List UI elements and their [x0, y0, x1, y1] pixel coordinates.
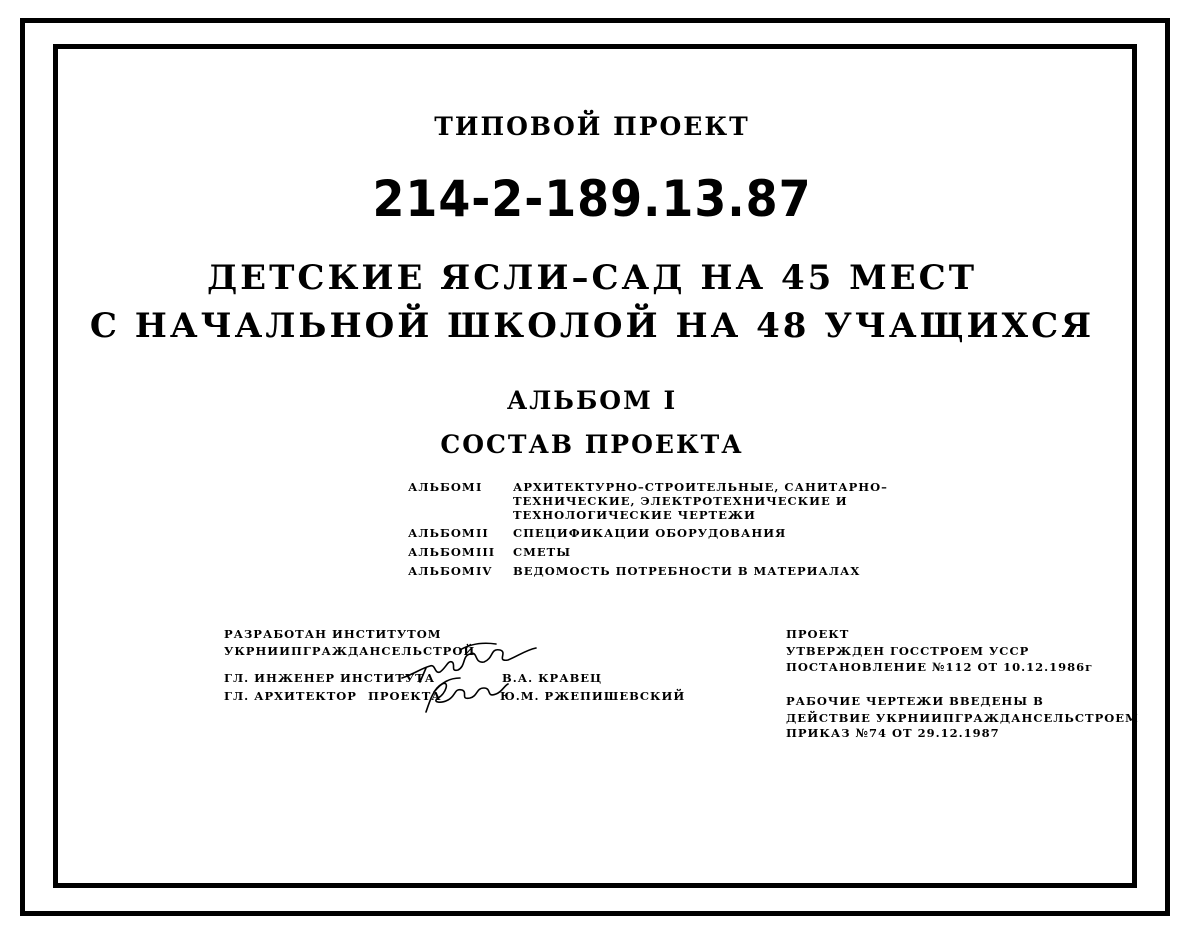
- working-drawings-order: ПРИКАЗ №74 ОТ 29.12.1987: [786, 726, 1000, 740]
- album-title: АЛЬБОМ I: [506, 386, 678, 415]
- chief-engineer-name: В.А. КРАВЕЦ: [502, 671, 603, 685]
- working-drawings-note: РАБОЧИЕ ЧЕРТЕЖИ ВВЕДЕНЫ В: [786, 694, 1044, 708]
- chief-architect-label-2: ПРОЕКТА: [368, 689, 442, 703]
- chief-architect-name: Ю.М. РЖЕПИШЕВСКИЙ: [500, 689, 686, 703]
- developer-institute-name: УКРНИИПГРАЖДАНСЕЛЬСТРОЙ: [224, 644, 476, 658]
- approval-authority: УТВЕРЖДЕН ГОССТРОЕМ УССР: [786, 644, 1030, 658]
- project-code: 214-2-189.13.87: [372, 170, 812, 228]
- developer-institute-label: РАЗРАБОТАН ИНСТИТУТОМ: [224, 627, 442, 641]
- approval-resolution: ПОСТАНОВЛЕНИЕ №112 ОТ 10.12.1986г: [786, 660, 1094, 674]
- album-label: АЛЬБОМ II: [408, 526, 489, 540]
- album-4-description: ВЕДОМОСТЬ ПОТРЕБНОСТИ В МАТЕРИАЛАХ: [513, 564, 861, 578]
- album-1-description: АРХИТЕКТУРНО–СТРОИТЕЛЬНЫЕ, САНИТАРНО– ТЕХНИЧЕСКИЕ, ЭЛЕКТРОТЕХНИЧЕСКИЕ И ТЕХНОЛОГИЧЕСКИЕ ЧЕРТЕЖИ: [513, 480, 888, 522]
- album-3-description: СМЕТЫ: [513, 545, 572, 559]
- chief-architect-signature: [420, 674, 510, 716]
- chief-engineer-label: ГЛ. ИНЖЕНЕР ИНСТИТУТА: [224, 671, 436, 685]
- working-drawings-authority: ДЕЙСТВИЕ УКРНИИПГРАЖДАНСЕЛЬСТРОЕМ: [786, 711, 1139, 725]
- composition-title: СОСТАВ ПРОЕКТА: [440, 430, 744, 459]
- album-label: АЛЬБОМ III: [408, 545, 496, 559]
- project-title-line-2: С НАЧАЛЬНОЙ ШКОЛОЙ НА 48 УЧАЩИХСЯ: [89, 306, 1095, 346]
- project-title-line-1: ДЕТСКИЕ ЯСЛИ–САД НА 45 МЕСТ: [206, 258, 978, 298]
- album-label: АЛЬБОМ IV: [408, 564, 493, 578]
- document-type: ТИПОВОЙ ПРОЕКТ: [434, 112, 750, 141]
- chief-architect-label: ГЛ. АРХИТЕКТОР: [224, 689, 357, 703]
- album-2-description: СПЕЦИФИКАЦИИ ОБОРУДОВАНИЯ: [513, 526, 787, 540]
- album-label: АЛЬБОМ I: [408, 480, 483, 494]
- approval-header: ПРОЕКТ: [786, 627, 850, 641]
